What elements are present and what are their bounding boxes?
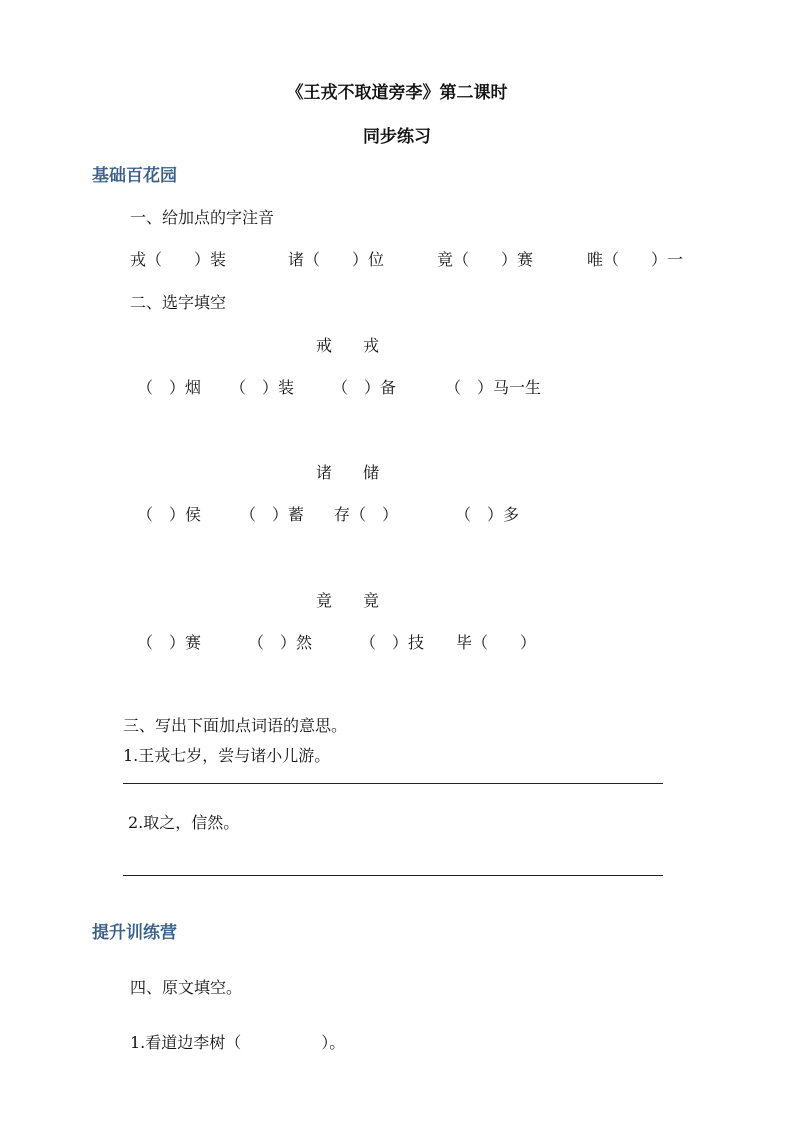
fill-blank-item: （ ）技 — [360, 633, 425, 652]
fill-blank-item: （ ）蓄 — [240, 505, 305, 524]
question-2-heading: 二、选字填空 — [130, 293, 227, 312]
choice-char: 竟 — [316, 591, 333, 610]
fill-blank-item: （ ）然 — [248, 633, 313, 652]
question-3-heading: 三、写出下面加点词语的意思。 — [123, 716, 348, 735]
fill-blank-item: （ ）备 — [332, 378, 397, 397]
choice-char: 储 — [363, 463, 380, 482]
fill-blank-item: （ ）多 — [455, 505, 520, 524]
question-1-heading: 一、给加点的字注音 — [130, 208, 275, 227]
answer-line[interactable] — [123, 875, 663, 876]
question-1-item: 唯（ ）一 — [587, 250, 684, 269]
answer-line[interactable] — [123, 783, 663, 784]
question-3-item: 2.取之，信然。 — [128, 813, 240, 832]
fill-blank-item: （ ）马一生 — [445, 378, 542, 397]
fill-blank-item: （ ）赛 — [137, 633, 202, 652]
question-3-item: 1.王戎七岁，尝与诸小儿游。 — [123, 746, 331, 765]
choice-char: 戎 — [363, 336, 380, 355]
choice-char: 竟 — [363, 591, 380, 610]
page-subtitle: 同步练习 — [363, 127, 431, 147]
question-1-item: 戎（ ）装 — [130, 250, 227, 269]
choice-char: 诸 — [316, 463, 333, 482]
section-heading-advanced: 提升训练营 — [92, 923, 177, 943]
fill-blank-item: （ ）装 — [230, 378, 295, 397]
fill-blank-item: 存（ ） — [334, 505, 399, 524]
section-heading-basic: 基础百花园 — [92, 166, 177, 186]
choice-char: 戒 — [316, 336, 333, 355]
question-4-item: 1.看道边李树（ ）。 — [130, 1033, 346, 1052]
fill-blank-item: （ ）烟 — [137, 378, 202, 397]
question-4-heading: 四、原文填空。 — [130, 978, 243, 997]
question-1-item: 诸（ ）位 — [288, 250, 385, 269]
question-1-item: 竟（ ）赛 — [437, 250, 534, 269]
fill-blank-item: （ ）侯 — [137, 505, 202, 524]
page-title: 《王戎不取道旁李》第二课时 — [286, 83, 508, 103]
fill-blank-item: 毕（ ） — [456, 633, 537, 652]
